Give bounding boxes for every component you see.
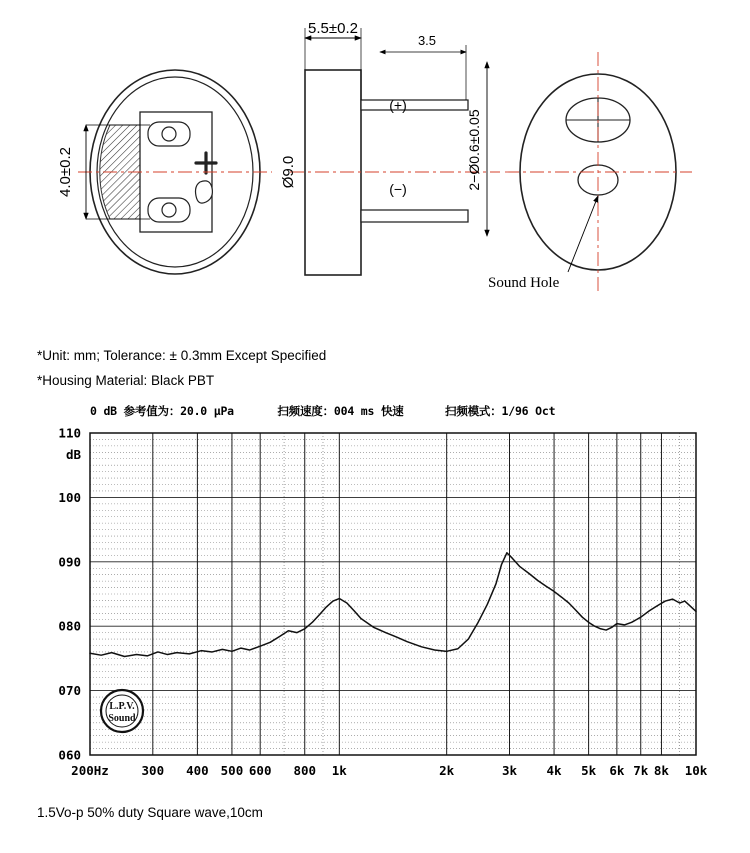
drawing-side-view xyxy=(280,20,500,275)
svg-text:2k: 2k xyxy=(439,763,455,778)
svg-text:3k: 3k xyxy=(501,763,518,778)
label-negative: (−) xyxy=(389,181,407,197)
svg-text:L.P.V.: L.P.V. xyxy=(109,701,135,712)
svg-text:8k: 8k xyxy=(653,763,669,778)
chart-ref-label: 0 dB 参考值为：20.0 μPa xyxy=(90,404,234,418)
svg-text:800: 800 xyxy=(293,763,317,778)
dim-diameter: Ø9.0 xyxy=(280,155,297,189)
technical-drawing xyxy=(0,0,750,320)
chart-caption: 1.5Vo-p 50% duty Square wave,10cm xyxy=(37,805,263,820)
note-unit: *Unit: mm; Tolerance: ± 0.3mm Except Specified xyxy=(37,348,327,363)
svg-text:600: 600 xyxy=(248,763,272,778)
svg-text:300: 300 xyxy=(141,763,165,778)
chart-svg xyxy=(0,421,750,791)
frequency-response-chart xyxy=(0,403,750,793)
svg-text:7k: 7k xyxy=(633,763,649,778)
svg-text:110: 110 xyxy=(58,425,81,441)
svg-text:080: 080 xyxy=(58,618,81,634)
svg-text:400: 400 xyxy=(186,763,209,778)
note-housing: *Housing Material: Black PBT xyxy=(37,373,215,388)
svg-text:200Hz: 200Hz xyxy=(71,763,109,778)
svg-text:Sound: Sound xyxy=(108,713,136,724)
technical-drawing-svg xyxy=(0,0,750,320)
label-sound-hole: Sound Hole xyxy=(488,275,560,291)
chart-header xyxy=(90,403,730,421)
chart-sweep-speed: 扫频速度：004 ms 快速 xyxy=(277,404,404,418)
svg-text:1k: 1k xyxy=(331,763,347,778)
svg-text:dB: dB xyxy=(65,447,81,462)
svg-text:100: 100 xyxy=(58,489,81,505)
drawing-front-view xyxy=(488,52,692,292)
drawing-left-view xyxy=(57,70,272,274)
dim-left-vertical: 4.0±0.2 xyxy=(57,147,74,197)
chart-sweep-mode: 扫频模式：1/96 Oct xyxy=(445,404,556,418)
dim-inner-top: 3.5 xyxy=(417,33,437,48)
brand-stamp xyxy=(101,690,143,732)
svg-text:10k: 10k xyxy=(684,763,708,778)
svg-text:500: 500 xyxy=(220,763,244,778)
svg-text:060: 060 xyxy=(58,747,81,763)
svg-text:6k: 6k xyxy=(609,763,625,778)
svg-text:070: 070 xyxy=(58,683,81,699)
svg-text:090: 090 xyxy=(58,554,81,570)
svg-text:4k: 4k xyxy=(546,763,562,778)
svg-text:5k: 5k xyxy=(581,763,597,778)
label-positive: (+) xyxy=(389,97,407,113)
dim-pins: 2−Ø0.6±0.05 xyxy=(466,109,482,191)
dim-width-top: 5.5±0.2 xyxy=(308,20,358,37)
